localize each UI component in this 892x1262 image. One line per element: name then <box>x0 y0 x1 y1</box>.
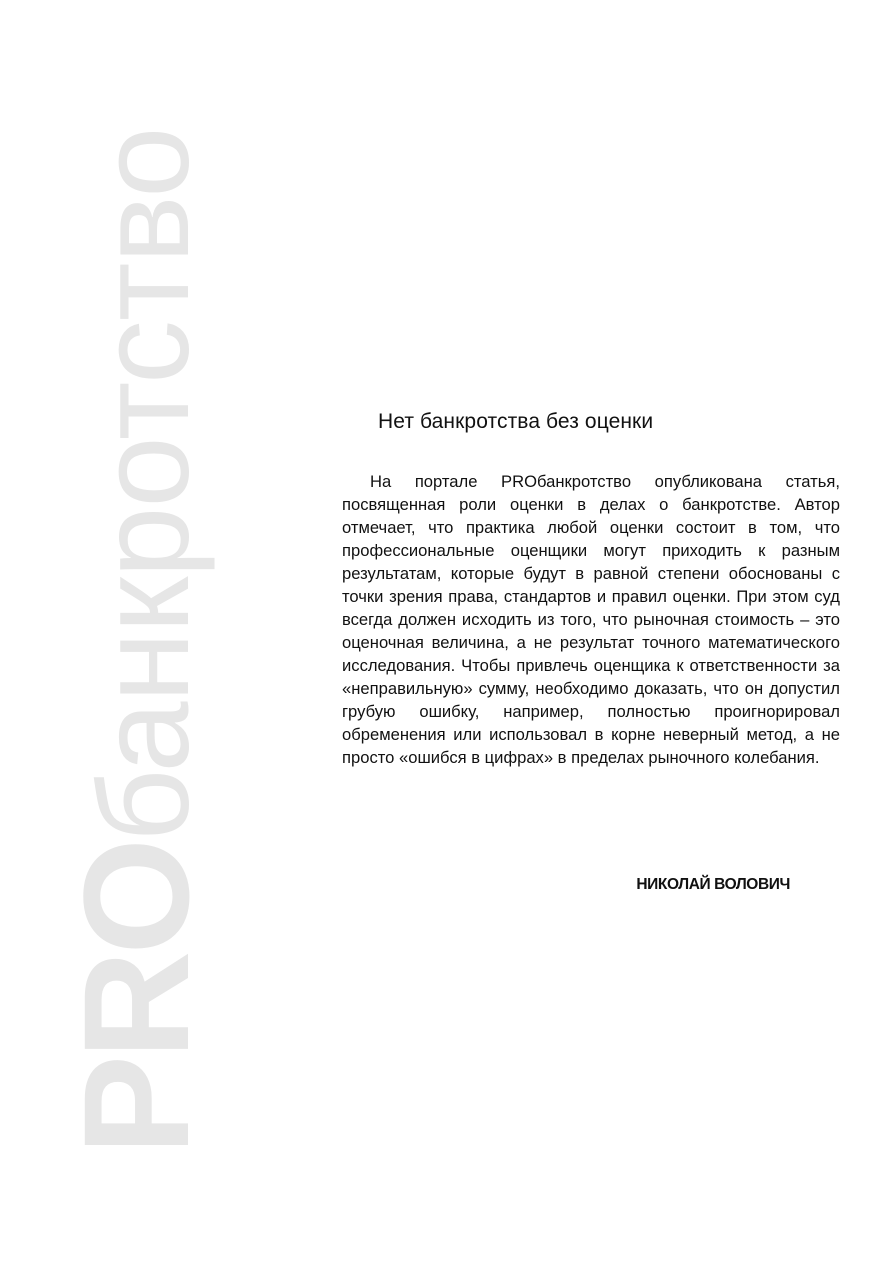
svg-text:PROбанкротство <box>52 128 220 1155</box>
watermark-bold-text: PRO <box>52 841 220 1155</box>
article-author: НИКОЛАЙ ВОЛОВИЧ <box>636 876 790 893</box>
watermark-light-text: банкротство <box>73 127 216 842</box>
pro-bankrotstvo-watermark-logo <box>52 110 220 1155</box>
watermark-svg <box>52 110 220 1155</box>
article-body: На портале PROбанкротство опубликована статья, посвященная роли оценки в делах о банкротстве. Автор отмечает, что практика любой оценки состоит в том, что профессиональные оценщики могут приходить к разным результатам, которые будут в равной степени обоснованы с точки зрения права, стандартов и правил оценки. При этом суд всегда должен исходить из того, что рыночная стоимость – это оценочная величина, а не результат точного математического исследования. Чтобы привлечь оценщика к ответственности за «неправильную» сумму, необходимо доказать, что он допустил грубую ошибку, например, полностью проигнорировал обременения или использовал в корне неверный метод, а не просто «ошибся в цифрах» в пределах рыночного колебания. <box>342 472 840 767</box>
article-title: Нет банкротства без оценки <box>378 410 654 433</box>
